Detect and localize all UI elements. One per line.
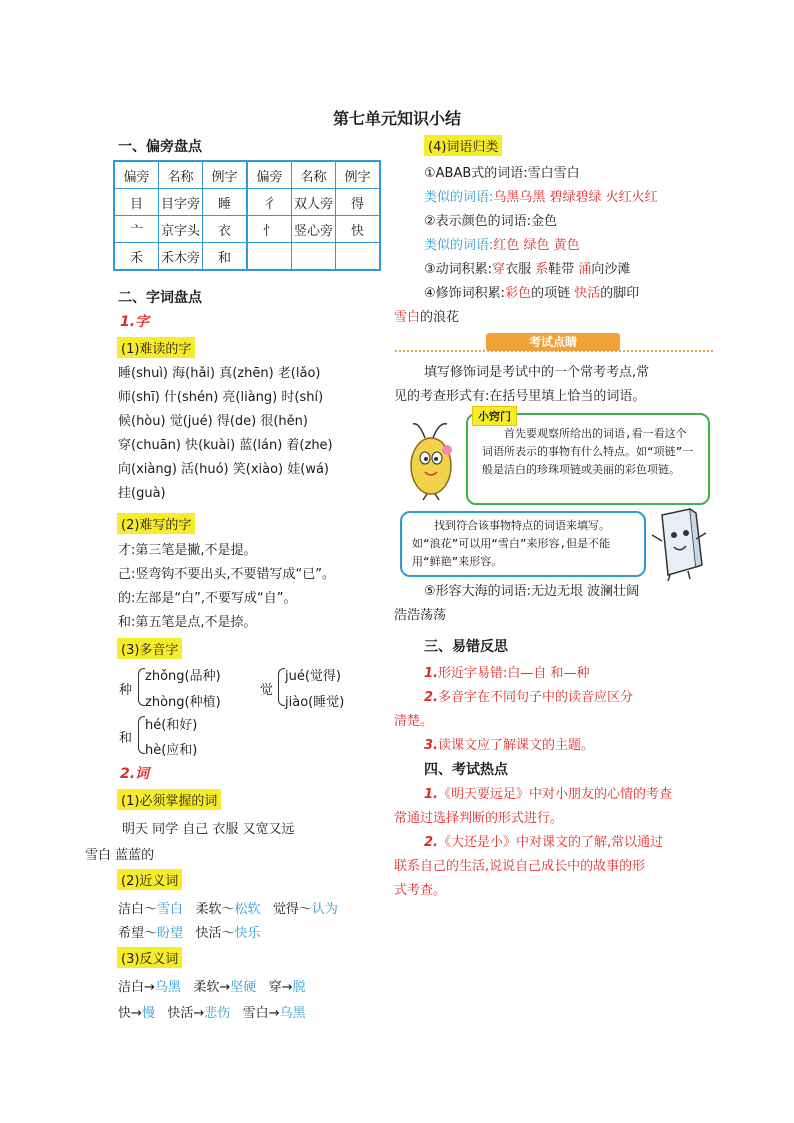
classify-line: ①ABAB式的词语:雪白雪白 [424,166,580,181]
word: 快乐 [234,926,261,941]
polyphone-reading: jiào(睡觉) [285,695,345,710]
polyphone-reading: zhòng(种植) [145,695,221,710]
hot-item-cont: 式考查。 [394,883,447,898]
word: 觉得～ [272,902,312,917]
text: ③动词积累: [424,262,493,277]
classify-line [394,306,459,325]
list-item: 睡(shuì) 海(hǎi) 真(zhēn) 老(lǎo) [118,366,321,381]
text: 类似的词语: [424,190,494,205]
polyphone-char: 觉 [260,683,274,698]
polyphone-char: 种 [119,683,133,698]
list-item: 的:左部是“白”,不要写成“自”。 [118,591,297,606]
error-item [424,734,594,753]
text: 涌 [578,262,592,277]
classify-line: ②表示颜色的词语:金色 [424,214,558,229]
radicals-heading: 一、偏旁盘点 [118,139,202,155]
word: 洁白→ [118,980,155,995]
hot-item-cont: 联系自己的生活,说说自己成长中的故事的形 [394,859,646,874]
polyphone-reading: zhǒng(品种) [145,669,221,684]
cartoon-bean-icon [403,420,461,502]
label-synonyms: (2)近义词 [117,869,182,890]
word: 脱 [292,980,306,995]
list-item: 己:竖弯钩不要出头,不要错写成“已”。 [118,567,335,582]
hard-write-list [118,539,388,635]
word: 盼望 [157,926,184,941]
table-row [114,243,380,271]
table-cell [292,243,336,271]
table-header: 偏旁 [247,161,292,189]
words-heading: 二、字词盘点 [118,290,202,306]
list-item: 才:第三笔是撇,不是提。 [118,543,257,558]
must-line: 雪白 蓝蓝的 [85,848,155,863]
sub-heading-chars: 1.字 [120,314,150,330]
table-cell: 双人旁 [292,189,336,216]
tip-text: 首先要观察所给出的词语,看一看这个词语所表示的事物有什么特点。如“项链”一般是洁白的珍珠项链或美丽的彩色项链。 [482,427,694,476]
list-item: 和:第五笔是点,不是捺。 [118,615,257,630]
classify-line [424,258,630,277]
word: 雪白 [157,902,184,917]
word: 松软 [234,902,261,917]
antonym-row [118,1002,306,1021]
text: 《明天要远足》中对小朋友的心情的考查 [437,787,672,802]
text: 彩色 [505,286,532,301]
exam-paragraph: 见的考查形式有:在括号里填上恰当的词语。 [394,389,646,404]
table-header: 例字 [336,161,381,189]
list-item: 候(hòu) 觉(jué) 得(de) 很(hěn) [118,414,308,429]
list-item: 挂(guà) [118,486,166,501]
sub-heading-words: 2.词 [120,766,150,782]
label-polyphone: (3)多音字 [117,638,182,659]
error-item-cont: 清楚。 [394,714,434,729]
table-header: 名称 [159,161,203,189]
tip-text: 找到符合该事物特点的词语来填写。如“浪花”可以用“雪白”来形容,但是不能用“鲜艳”来形容。 [412,519,611,568]
hot-item [424,831,663,850]
text: 雪白 [394,310,421,325]
word: 慢 [141,1006,155,1021]
list-item: 穿(chuān) 快(kuài) 蓝(lán) 着(zhe) [118,438,333,453]
label-hard-write: (2)难写的字 [117,513,195,534]
brace [278,668,285,706]
hard-read-list [118,362,384,506]
word: 希望～ [118,926,158,941]
table-cell: 彳 [247,189,292,216]
table-cell: 竖心旁 [292,216,336,243]
text: 形近字易错:白—自 和—种 [437,666,590,681]
table-header: 名称 [292,161,336,189]
antonym-row [118,976,306,995]
table-cell: 得 [336,189,381,216]
label-classify: (4)词语归类 [424,135,502,156]
item-number: 1. [424,787,438,802]
table-header: 例字 [203,161,248,189]
table-cell: 禾木旁 [159,243,203,271]
word: 坚硬 [230,980,257,995]
hot-item [424,783,672,802]
tip-box [466,413,710,505]
word: 穿→ [268,980,293,995]
word: 柔软～ [195,902,235,917]
classify-line [424,186,658,205]
classify-line [424,234,580,253]
table-cell: 衣 [203,216,248,243]
classify-line [424,282,639,301]
word: 快活→ [167,1006,205,1021]
table-cell: 和 [203,243,248,271]
tip-box [400,511,646,577]
tip-tag: 小窍门 [472,406,517,426]
table-row [114,216,380,243]
page-title: 第七单元知识小结 [332,109,461,128]
item-number: 2. [424,835,438,850]
text: 类似的词语: [424,238,494,253]
table-cell: 睡 [203,189,248,216]
errors-heading: 三、易错反思 [424,639,508,655]
word: 快→ [118,1006,142,1021]
text: 的项链 [531,286,575,301]
table-cell [247,243,292,271]
table-cell: 亠 [114,216,159,243]
table-cell: 京字头 [159,216,203,243]
word: 快活～ [195,926,235,941]
table-row [114,189,380,216]
label-hard-read: (1)难读的字 [117,337,195,358]
word: 悲伤 [204,1006,231,1021]
table-cell: 忄 [247,216,292,243]
text: 鞋带 [548,262,579,277]
text: 读课文应了解课文的主题。 [437,738,594,753]
table-cell: 目字旁 [159,189,203,216]
text: 穿 [492,262,506,277]
word: 雪白→ [242,1006,280,1021]
polyphone-reading: jué(觉得) [285,669,341,684]
word: 洁白～ [118,902,158,917]
polyphone-reading: hè(应和) [145,743,198,758]
table-header-row [114,161,380,189]
text: 多音字在不同句子中的读音应区分 [437,690,633,705]
label-antonyms: (3)反义词 [117,947,182,968]
brace [138,668,145,706]
synonym-row [118,922,260,941]
table-cell: 目 [114,189,159,216]
must-line: 明天 同学 自己 衣服 又宽又远 [122,822,295,837]
list-item: 向(xiàng) 活(huó) 笑(xiào) 娃(wá) [118,462,329,477]
polyphone-char: 和 [119,731,133,746]
text: 衣服 [505,262,536,277]
synonym-row [118,898,338,917]
cartoon-book-icon [650,505,708,581]
table-header: 偏旁 [114,161,159,189]
exam-paragraph: 填写修饰词是考试中的一个常考考点,常 [424,365,650,380]
word: 认为 [311,902,338,917]
error-item [424,686,633,705]
exam-line: ⑤形容大海的词语:无边无垠 波澜壮阔 [424,584,640,599]
word: 乌黑 [154,980,181,995]
polyphone-reading: hé(和好) [145,718,198,733]
exam-line: 浩浩荡荡 [394,608,447,623]
list-item: 师(shī) 什(shén) 亮(liàng) 时(shí) [118,390,324,405]
table-cell [336,243,381,271]
hot-item-cont: 常通过选择判断的形式进行。 [394,811,564,826]
text: 乌黑乌黑 碧绿碧绿 火红火红 [493,190,658,205]
table-cell: 禾 [114,243,159,271]
table-cell: 快 [336,216,381,243]
label-must: (1)必须掌握的词 [117,789,221,810]
text: 快活 [574,286,601,301]
text: ④修饰词积累: [424,286,506,301]
exam-banner: 考试点睛 [486,333,620,351]
text: 《大还是小》中对课文的了解,常以通过 [437,835,664,850]
brace [138,716,145,754]
item-number: 2. [424,690,438,705]
radicals-table [113,160,381,271]
hot-heading: 四、考试热点 [424,762,508,778]
text: 红色 绿色 黄色 [493,238,580,253]
item-number: 3. [424,738,438,753]
text: 向沙滩 [591,262,631,277]
word: 乌黑 [279,1006,306,1021]
text: 的浪花 [420,310,460,325]
text: 的脚印 [600,286,640,301]
item-number: 1. [424,666,438,681]
error-item [424,662,590,681]
text: 系 [535,262,549,277]
word: 柔软→ [193,980,231,995]
